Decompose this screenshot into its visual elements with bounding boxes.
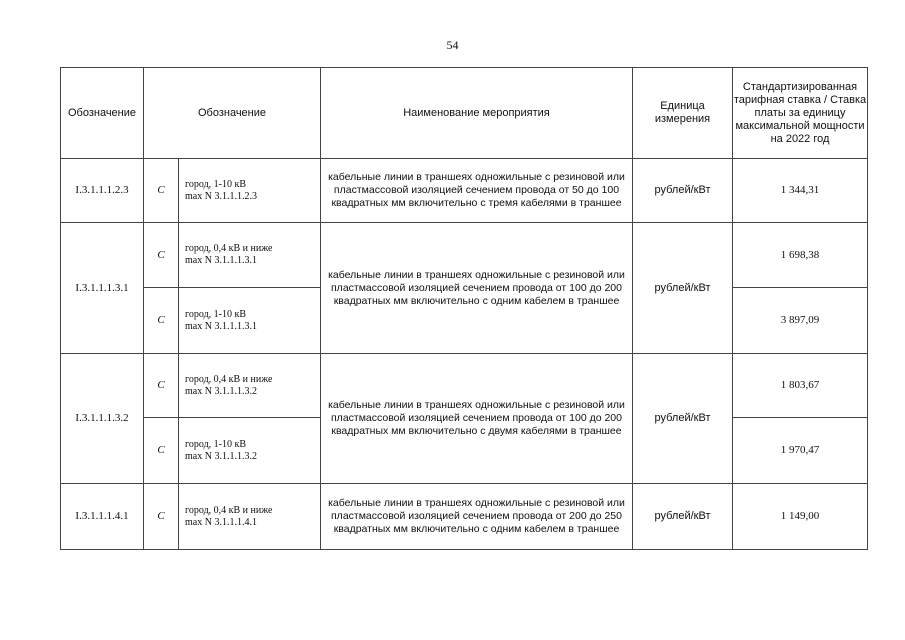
sub-designation-line1: город, 0,4 кВ и ниже (185, 373, 273, 385)
sub-designation (179, 418, 321, 484)
rate-cell: 1 970,47 (733, 418, 868, 484)
sub-designation (179, 288, 321, 354)
sub-designation-line2: max N 3.1.1.1.3.2 (185, 450, 257, 462)
sub-designation (179, 223, 321, 288)
rate-cell: 1 803,67 (733, 354, 868, 418)
unit-cell: рублей/кВт (633, 354, 733, 484)
unit-cell: рублей/кВт (633, 484, 733, 550)
sub-designation (179, 159, 321, 223)
tariff-table (60, 67, 868, 550)
page-number: 54 (446, 38, 459, 52)
header-rate: Стандартизированная тарифная ставка / Ставка платы за единицу максимальной мощности на 2022 год (733, 68, 868, 159)
table-row (61, 223, 868, 288)
sub-designation-line2: max N 3.1.1.1.4.1 (185, 516, 257, 528)
c-letter-icon: C (144, 288, 179, 354)
sub-designation-line1: город, 0,4 кВ и ниже (185, 243, 273, 254)
sub-designation-line2: max N 3.1.1.1.2.3 (185, 190, 257, 202)
sub-designation-line1: город, 1-10 кВ (185, 308, 247, 320)
c-letter-icon: C (144, 418, 179, 484)
sub-designation-line2: max N 3.1.1.1.3.1 (185, 255, 257, 266)
row-code: I.3.1.1.1.2.3 (61, 159, 144, 223)
sub-designation-line1: город, 1-10 кВ (185, 438, 247, 450)
rate-cell: 3 897,09 (733, 288, 868, 354)
unit-cell: рублей/кВт (633, 223, 733, 354)
rate-cell: 1 344,31 (733, 159, 868, 223)
header-designation: Обозначение (144, 68, 321, 159)
activity-description: кабельные линии в траншеях одножильные с резиновой или пластмассовой изоляцией сечением провода от 100 до 200 квадратных мм включительно с двумя кабелями в траншее (321, 354, 633, 484)
c-letter-icon: C (144, 484, 179, 550)
activity-description: кабельные линии в траншеях одножильные с резиновой или пластмассовой изоляцией сечением провода от 50 до 100 квадратных мм включительно с тремя кабелями в траншее (321, 159, 633, 223)
activity-description: кабельные линии в траншеях одножильные с резиновой или пластмассовой изоляцией сечением провода от 200 до 250 квадратных мм включительно с одним кабелем в траншее (321, 484, 633, 550)
table-row (61, 484, 868, 550)
header-code: Обозначение (61, 68, 144, 159)
sub-designation-line1: город, 0,4 кВ и ниже (185, 504, 273, 516)
table-row (61, 159, 868, 223)
c-letter-icon: C (144, 159, 179, 223)
sub-designation-line2: max N 3.1.1.1.3.2 (185, 385, 257, 397)
unit-cell: рублей/кВт (633, 159, 733, 223)
table-row (61, 354, 868, 418)
row-code: I.3.1.1.1.4.1 (61, 484, 144, 550)
row-code: I.3.1.1.1.3.1 (61, 223, 144, 354)
activity-description: кабельные линии в траншеях одножильные с резиновой или пластмассовой изоляцией сечением провода от 100 до 200 квадратных мм включительно с одним кабелем в траншее (321, 223, 633, 354)
c-letter-icon: C (144, 223, 179, 288)
row-code: I.3.1.1.1.3.2 (61, 354, 144, 484)
rate-cell: 1 698,38 (733, 223, 868, 288)
sub-designation (179, 484, 321, 550)
header-unit: Единица измерения (633, 68, 733, 159)
sub-designation-line2: max N 3.1.1.1.3.1 (185, 320, 257, 332)
header-row (61, 68, 868, 159)
sub-designation (179, 354, 321, 418)
rate-cell: 1 149,00 (733, 484, 868, 550)
c-letter-icon: C (144, 354, 179, 418)
header-activity-name: Наименование мероприятия (321, 68, 633, 159)
sub-designation-line1: город, 1-10 кВ (185, 178, 247, 190)
